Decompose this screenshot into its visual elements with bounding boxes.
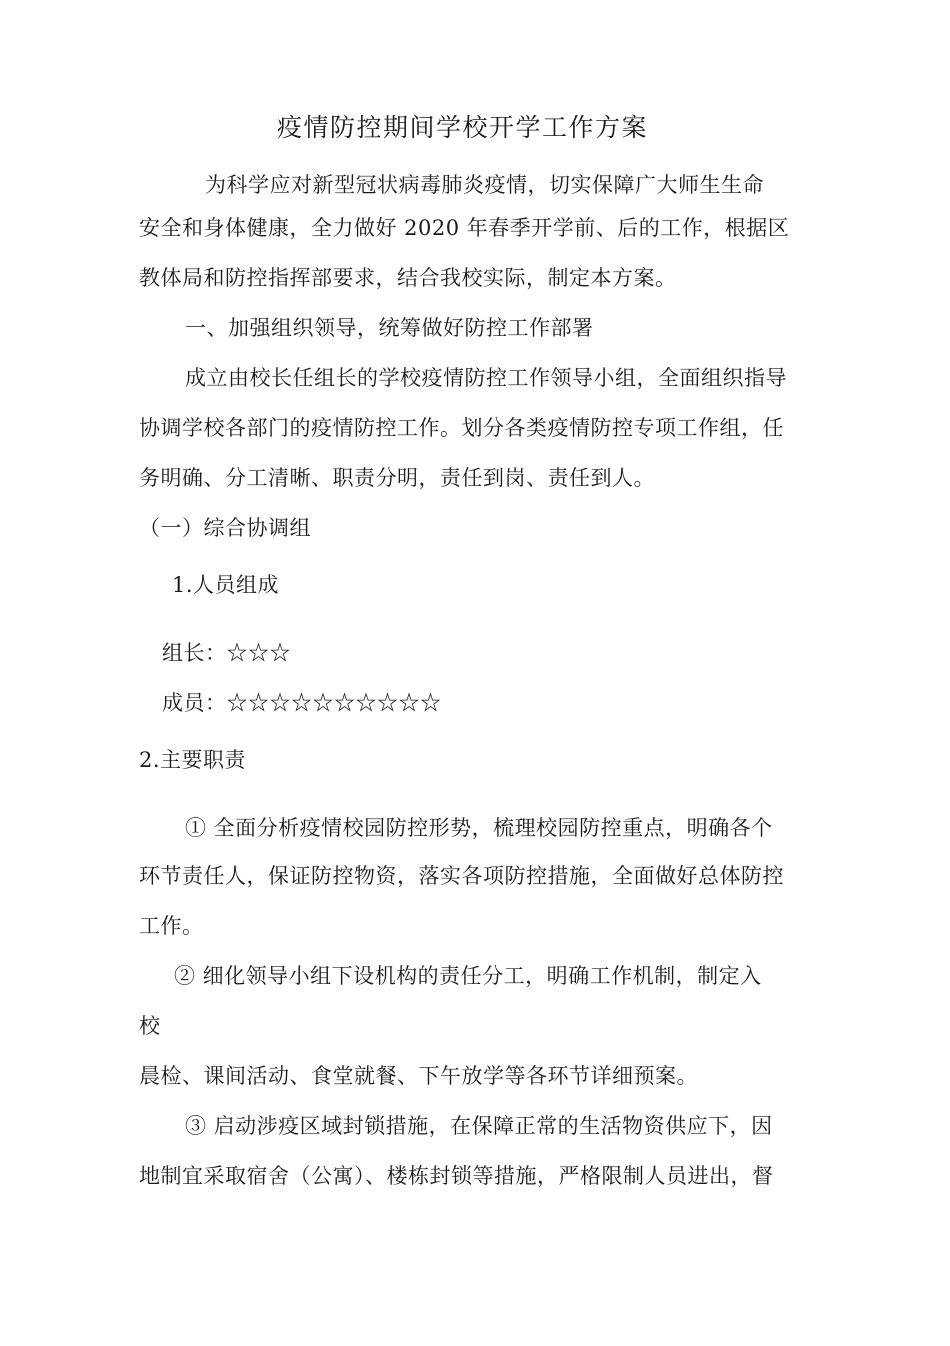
leader-line: 组长：☆☆☆ [162,641,291,665]
duty-1-line-2: 环节责任人，保证防控物资，落实各项防控措施，全面做好总体防控 [139,864,784,888]
section-1-line-2: 协调学校各部门的疫情防控工作。划分各类疫情防控专项工作组，任 [139,416,784,440]
section-1-line-1: 成立由校长任组长的学校疫情防控工作领导小组，全面组织指导 [185,366,787,390]
document-title: 疫情防控期间学校开学工作方案 [277,113,649,142]
intro-line-1: 为科学应对新型冠状病毒肺炎疫情，切实保障广大师生生命 [205,173,764,197]
intro-line-3: 教体局和防控指挥部要求，结合我校实际，制定本方案。 [139,266,677,290]
group-1-heading: （一）综合协调组 [139,516,311,540]
duty-2-line-1: ② 细化领导小组下设机构的责任分工，明确工作机制，制定入 [174,964,762,988]
item-2-heading: 2.主要职责 [139,748,247,772]
duty-2-line-3: 晨检、课间活动、食堂就餐、下午放学等各环节详细预案。 [139,1064,698,1088]
members-line: 成员：☆☆☆☆☆☆☆☆☆☆ [162,691,442,715]
duty-3-line-2: 地制宜采取宿舍（公寓）、楼栋封锁等措施，严格限制人员进出，督 [139,1164,774,1188]
item-1-heading: 1.人员组成 [172,573,280,597]
section-1-heading: 一、加强组织领导，统筹做好防控工作部署 [185,316,594,340]
intro-line-2: 安全和身体健康，全力做好 2020 年春季开学前、后的工作，根据区 [139,216,790,240]
duty-1-line-3: 工作。 [139,914,204,938]
duty-2-line-2: 校 [139,1014,161,1038]
section-1-line-3: 务明确、分工清晰、职责分明，责任到岗、责任到人。 [139,466,655,490]
duty-1-line-1: ① 全面分析疫情校园防控形势，梳理校园防控重点，明确各个 [185,816,773,840]
duty-3-line-1: ③ 启动涉疫区域封锁措施，在保障正常的生活物资供应下，因 [185,1114,773,1138]
